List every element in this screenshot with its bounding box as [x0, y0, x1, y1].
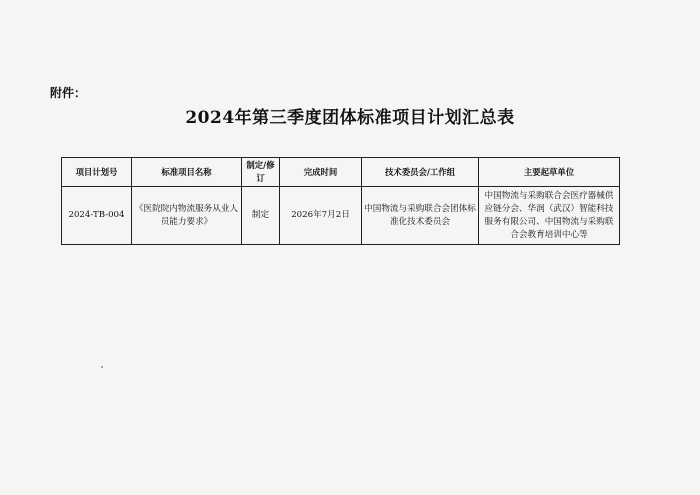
header-deadline: 完成时间: [280, 158, 362, 187]
header-plan-no: 项目计划号: [62, 158, 132, 187]
cell-deadline: 2026年7月2日: [280, 187, 362, 245]
header-type: 制定/修订: [242, 158, 280, 187]
plan-summary-table: [61, 157, 620, 245]
cell-committee: 中国物流与采购联合会团体标准化技术委员会: [362, 187, 479, 245]
cell-type: 制定: [242, 187, 280, 245]
document-title: 2024年第三季度团体标准项目计划汇总表: [185, 108, 515, 128]
cell-drafters: 中国物流与采购联合会医疗器械供应链分会、华润（武汉）智能科技服务有限公司、中国物流与采购联合会教育培训中心等: [479, 187, 620, 245]
attachment-label: 附件：: [50, 86, 87, 100]
header-drafters: 主要起草单位: [479, 158, 620, 187]
scan-speck: [101, 366, 103, 368]
header-committee: 技术委员会/工作组: [362, 158, 479, 187]
cell-plan-no: 2024-TB-004: [62, 187, 132, 245]
header-standard-name: 标准项目名称: [132, 158, 242, 187]
table-row: [62, 187, 620, 245]
table-header-row: [62, 158, 620, 187]
cell-standard-name: 《医院院内物流服务从业人员能力要求》: [132, 187, 242, 245]
